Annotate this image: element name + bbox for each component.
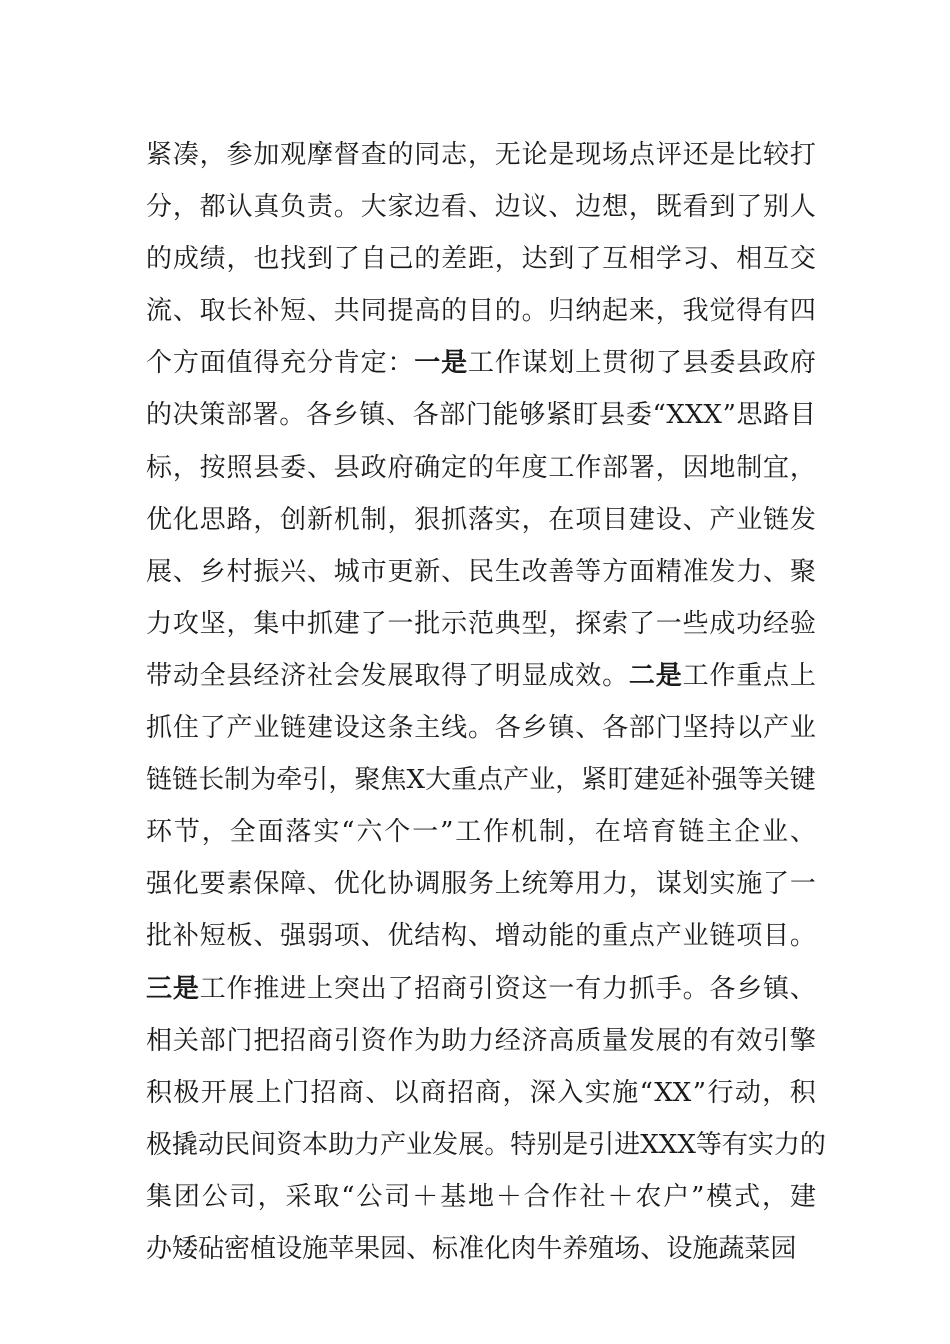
text-line: 批 补 短 板 、 强 弱 项 、 优 结 构 、 增 动 能 的 重 点 产 业 链 项 目 。: [146, 921, 816, 952]
text-line: 三 是 工 作 推 进 上 突 出 了 招 商 引 资 这 一 有 力 抓 手 。 各 乡 镇 、: [146, 973, 816, 1004]
text-line: 极 撬 动 民 间 资 本 助 力 产 业 发 展 。 特 别 是 引 进 XXX 等 有 实 力 的: [146, 1129, 826, 1160]
body-text: [146, 129, 826, 1275]
text-line: 力 攻 坚 ， 集 中 抓 建 了 一 批 示 范 典 型 ， 探 索 了 一 些 成 功 经 验: [146, 608, 816, 639]
text-line: 紧 凑 ， 参 加 观 摩 督 查 的 同 志 ， 无 论 是 现 场 点 评 还 是 比 较 打: [146, 140, 816, 170]
text-line: 标 ， 按 照 县 委 、 县 政 府 确 定 的 年 度 工 作 部 署 ， 因 地 制 宜 ，: [146, 452, 816, 483]
text-line: 链 链 长 制 为 牵 引 ， 聚 焦 X 大 重 点 产 业 ， 紧 盯 建 延 补 强 等 关 键: [146, 765, 816, 796]
text-line: 抓 住 了 产 业 链 建 设 这 条 主 线 。 各 乡 镇 、 各 部 门 坚 持 以 产 业: [146, 713, 816, 744]
text-line: 的 决 策 部 署 。 各 乡 镇 、 各 部 门 能 够 紧 盯 县 委 “ XXX ” 思 路 目: [146, 400, 816, 431]
text-line: 带 动 全 县 经 济 社 会 发 展 取 得 了 明 显 成 效 。 二 是 工 作 重 点 上: [146, 660, 816, 691]
text-line: 环 节 ， 全 面 落 实 “ 六 个 一 ” 工 作 机 制 ， 在 培 育 链 主 企 业 、: [146, 817, 816, 848]
text-line: 展 、 乡 村 振 兴 、 城 市 更 新 、 民 生 改 善 等 方 面 精 准 发 力 、 聚: [146, 556, 816, 587]
text-line: 分 ， 都 认 真 负 责 。 大 家 边 看 、 边 议 、 边 想 ， 既 看 到 了 别 人: [146, 192, 816, 223]
text-line: 强 化 要 素 保 障 、 优 化 协 调 服 务 上 统 筹 用 力 ， 谋 划 实 施 了 一: [146, 869, 816, 900]
text-line: 的 成 绩 ， 也 找 到 了 自 己 的 差 距 ， 达 到 了 互 相 学 习 、 相 互 交: [146, 244, 816, 275]
text-line: 集 团 公 司 ， 采 取 “ 公 司 ＋ 基 地 ＋ 合 作 社 ＋ 农 户 ” 模 式 ， 建: [146, 1181, 816, 1212]
text-line: 流 、 取 长 补 短 、 共 同 提 高 的 目 的 。 归 纳 起 来 ， 我 觉 得 有 四: [146, 296, 816, 327]
text-line: 相 关 部 门 把 招 商 引 资 作 为 助 力 经 济 高 质 量 发 展 的 有 效 引 擎: [146, 1025, 816, 1056]
text-line: 积 极 开 展 上 门 招 商 、 以 商 招 商 ， 深 入 实 施 “ XX ” 行 动 ， 积: [146, 1077, 816, 1108]
text-line: 优 化 思 路 ， 创 新 机 制 ， 狠 抓 落 实 ， 在 项 目 建 设 、 产 业 链 发: [146, 504, 816, 535]
text-line: 个 方 面 值 得 充 分 肯 定 ： 一 是 工 作 谋 划 上 贯 彻 了 县 委 县 政 府: [146, 348, 816, 379]
text-line: 办 矮 砧 密 植 设 施 苹 果 园 、 标 准 化 肉 牛 养 殖 场 、 设 施 蔬 菜 园: [146, 1233, 797, 1264]
